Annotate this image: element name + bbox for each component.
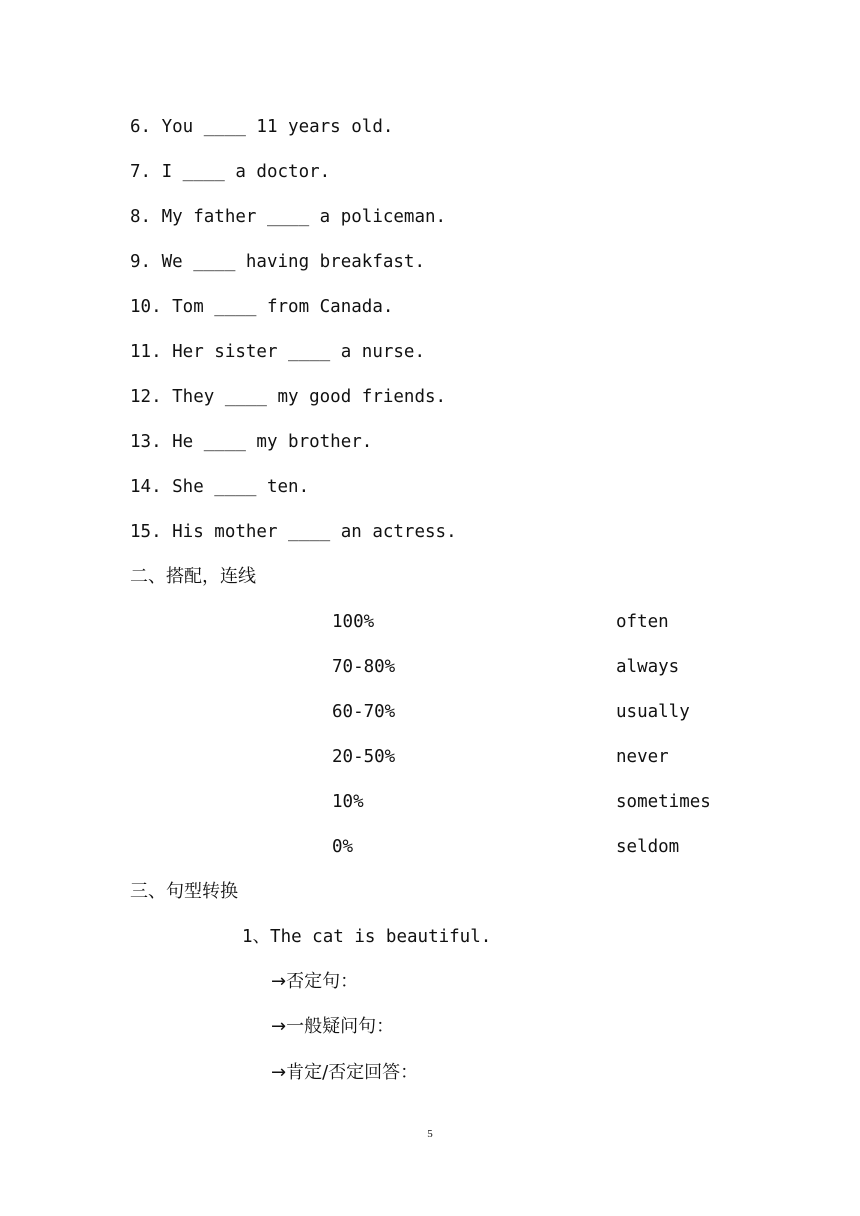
prompt-negative: →否定句： [271, 971, 359, 992]
sentence-15: 15. His mother ____ an actress. [130, 522, 457, 542]
section-3-heading: 三、句型转换 [130, 881, 238, 902]
sentence-8: 8. My father ____ a policeman. [130, 207, 447, 227]
prompt-question: →一般疑问句： [271, 1016, 395, 1037]
prompt-answers: →肯定/否定回答： [271, 1062, 419, 1083]
sentence-13: 13. He ____ my brother. [130, 432, 373, 452]
match-right-2: always [616, 657, 680, 677]
sentence-11: 11. Her sister ____ a nurse. [130, 342, 426, 362]
match-right-1: often [616, 612, 669, 632]
match-right-6: seldom [616, 837, 680, 857]
match-right-4: never [616, 747, 669, 767]
transform-item-1: 1、The cat is beautiful. [242, 927, 492, 947]
sentence-6: 6. You ____ 11 years old. [130, 117, 394, 137]
match-left-4: 20-50% [332, 747, 396, 767]
match-left-1: 100% [332, 612, 375, 632]
sentence-10: 10. Tom ____ from Canada. [130, 297, 394, 317]
match-left-3: 60-70% [332, 702, 396, 722]
sentence-12: 12. They ____ my good friends. [130, 387, 447, 407]
match-right-3: usually [616, 702, 690, 722]
match-left-6: 0% [332, 837, 354, 857]
match-left-2: 70-80% [332, 657, 396, 677]
match-left-5: 10% [332, 792, 364, 812]
page-number: 5 [427, 1128, 433, 1140]
sentence-14: 14. She ____ ten. [130, 477, 310, 497]
sentence-7: 7. I ____ a doctor. [130, 162, 331, 182]
section-2-heading: 二、搭配，连线 [130, 566, 256, 587]
match-right-5: sometimes [616, 792, 711, 812]
sentence-9: 9. We ____ having breakfast. [130, 252, 426, 272]
